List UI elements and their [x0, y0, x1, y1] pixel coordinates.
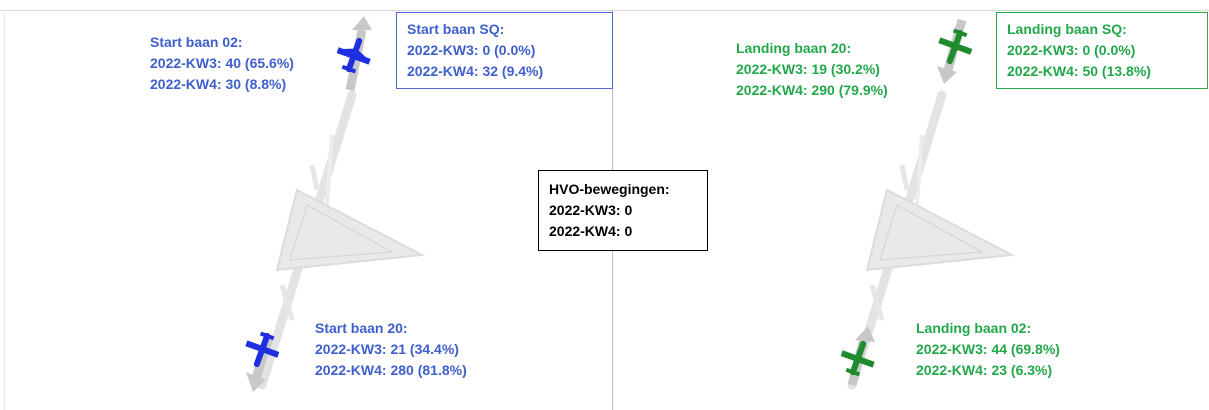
start-baan-02-title: Start baan 02:	[150, 34, 243, 50]
landing-baan-02-title: Landing baan 02:	[916, 320, 1032, 336]
landing-baan-02-label	[916, 318, 1060, 381]
start-baan-sq-kw3: 2022-KW3: 0 (0.0%)	[407, 42, 536, 58]
hvo-bewegingen-box	[538, 170, 708, 251]
start-baan-02-kw3: 2022-KW3: 40 (65.6%)	[150, 55, 294, 71]
hvo-title: HVO-bewegingen:	[549, 181, 670, 197]
landing-baan-sq-kw3: 2022-KW3: 0 (0.0%)	[1007, 42, 1136, 58]
landing-baan-sq-title: Landing baan SQ:	[1007, 21, 1127, 37]
airplane-icon	[332, 32, 376, 77]
start-baan-20-label	[315, 318, 467, 381]
start-baan-20-title: Start baan 20:	[315, 320, 408, 336]
start-baan-sq-kw4: 2022-KW4: 32 (9.4%)	[407, 63, 544, 79]
start-baan-20-kw3: 2022-KW3: 21 (34.4%)	[315, 341, 459, 357]
start-baan-sq-title: Start baan SQ:	[407, 21, 505, 37]
airplane-icon	[933, 24, 977, 69]
start-baan-sq-box	[396, 12, 613, 89]
hvo-kw4: 2022-KW4: 0	[549, 223, 633, 239]
landing-baan-20-kw4: 2022-KW4: 290 (79.9%)	[736, 82, 888, 98]
landing-baan-sq-kw4: 2022-KW4: 50 (13.8%)	[1007, 63, 1151, 79]
landing-baan-02-kw3: 2022-KW3: 44 (69.8%)	[916, 341, 1060, 357]
landing-baan-02-kw4: 2022-KW4: 23 (6.3%)	[916, 362, 1053, 378]
landing-baan-20-kw3: 2022-KW3: 19 (30.2%)	[736, 61, 880, 77]
hvo-kw3: 2022-KW3: 0	[549, 202, 633, 218]
start-baan-02-kw4: 2022-KW4: 30 (8.8%)	[150, 76, 287, 92]
airplane-icon	[836, 335, 880, 380]
landing-baan-sq-box	[996, 12, 1208, 89]
landing-baan-20-title: Landing baan 20:	[736, 40, 852, 56]
start-baan-02-label	[150, 32, 294, 95]
start-baan-20-kw4: 2022-KW4: 280 (81.8%)	[315, 362, 467, 378]
arrow-icon	[937, 20, 962, 84]
landing-baan-20-label	[736, 38, 888, 101]
